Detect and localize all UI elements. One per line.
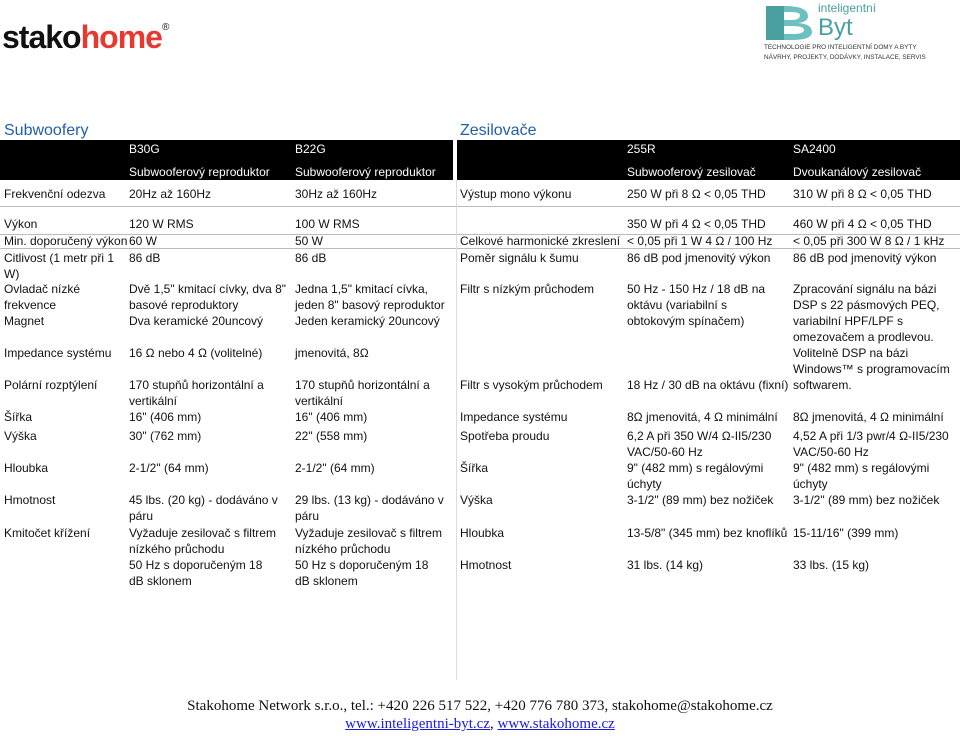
logo-line-inteligentni: inteligentní xyxy=(818,1,877,15)
spec-label: Citlivost (1 metr při 1 W) xyxy=(4,251,115,281)
link-stakohome[interactable]: www.stakohome.cz xyxy=(497,716,615,732)
logo-registered-mark: ® xyxy=(161,22,170,33)
spec-label: Šířka xyxy=(4,410,33,424)
spec-label: Celkové harmonické zkreslení xyxy=(460,234,621,248)
spec-value-b30g: Vyžaduje zesilovač s filtrem nízkého průchodu xyxy=(129,526,276,556)
spec-value-b22g: Jeden keramický 20uncový xyxy=(295,314,440,328)
spec-value-255r: 31 lbs. (14 kg) xyxy=(627,558,704,572)
spec-value-sa2400: Zpracování signálu na bázi DSP s 22 pásmových PEQ, variabilní HPF/LPF s omezovačem a prodlevou. Volitelně DSP na bázi Windows™ s programovacím softwarem. xyxy=(793,282,950,392)
spec-value-255r: < 0,05 při 1 W 4 Ω / 100 Hz xyxy=(627,234,773,248)
spec-value-255r: 13-5/8" (345 mm) bez knoflíků xyxy=(627,526,788,540)
spec-value-b30g: 20Hz až 160Hz xyxy=(129,187,212,201)
section-title-zesilovace: Zesilovače xyxy=(460,122,537,139)
spec-label: Hloubka xyxy=(460,526,505,540)
spec-value-b22g: 86 dB xyxy=(295,251,327,265)
spec-label: Výkon xyxy=(4,217,38,231)
logo-text-home: home xyxy=(80,19,162,55)
spec-label: Výška xyxy=(460,493,493,507)
header-model-b30g: B30G xyxy=(129,142,160,156)
header-type-b22g: Subwooferový reproduktor xyxy=(295,165,436,179)
spec-value-b22g: 170 stupňů horizontální a vertikální xyxy=(295,378,430,408)
spec-value-255r: 18 Hz / 30 dB na oktávu (fixní) xyxy=(627,378,789,392)
spec-label: Poměr signálu k šumu xyxy=(460,251,579,265)
spec-value-sa2400: < 0,05 při 300 W 8 Ω / 1 kHz xyxy=(793,234,945,248)
spec-value-b22g: Vyžaduje zesilovač s filtrem nízkého průchodu xyxy=(295,526,442,556)
header-model-sa2400: SA2400 xyxy=(793,142,836,156)
logo-tagline-1: TECHNOLOGIE PRO INTELIGENTNÍ DOMY A BYTY xyxy=(764,44,917,51)
spec-value-b22g: 50 W xyxy=(295,234,324,248)
spec-value-b22g: 2-1/2" (64 mm) xyxy=(295,461,375,475)
spec-label: Výstup mono výkonu xyxy=(460,187,572,201)
header-model-b22g: B22G xyxy=(295,142,326,156)
spec-value-255r: 9" (482 mm) s regálovými úchyty xyxy=(627,461,764,491)
spec-value-b22g: 16" (406 mm) xyxy=(295,410,368,424)
header-type-255r: Subwooferový zesilovač xyxy=(627,165,756,179)
spec-value-b30g: 16" (406 mm) xyxy=(129,410,202,424)
spec-value-b30g: 16 Ω nebo 4 Ω (volitelné) xyxy=(129,346,263,360)
spec-value-sa2400: 9" (482 mm) s regálovými úchyty xyxy=(793,461,930,491)
spec-label: Spotřeba proudu xyxy=(460,429,550,443)
spec-value-b30g: 60 W xyxy=(129,234,158,248)
spec-value-b30g: 170 stupňů horizontální a vertikální xyxy=(129,378,264,408)
spec-label: Kmitočet křížení xyxy=(4,526,91,540)
header-type-sa2400: Dvoukanálový zesilovač xyxy=(793,165,922,179)
spec-label: Impedance systému xyxy=(4,346,112,360)
spec-value-sa2400: 8Ω jmenovitá, 4 Ω minimální xyxy=(793,410,944,424)
spec-label: Filtr s nízkým průchodem xyxy=(460,282,595,296)
spec-label: Hmotnost xyxy=(460,558,512,572)
spec-label: Ovladač nízké frekvence xyxy=(4,282,81,312)
header-type-b30g: Subwooferový reproduktor xyxy=(129,165,270,179)
spec-label: Magnet xyxy=(4,314,45,328)
spec-value-b30g: 50 Hz s doporučeným 18 dB sklonem xyxy=(129,558,263,588)
spec-value-sa2400: 15-11/16" (399 mm) xyxy=(793,526,899,540)
spec-value-255r: 3-1/2" (89 mm) bez nožiček xyxy=(627,493,774,507)
header-model-255r: 255R xyxy=(627,142,656,156)
spec-value-b22g: 100 W RMS xyxy=(295,217,360,231)
spec-label: Frekvenční odezva xyxy=(4,187,106,201)
spec-label: Polární rozptýlení xyxy=(4,378,98,392)
link-inteligentni-byt[interactable]: www.inteligentni-byt.cz xyxy=(345,716,490,732)
spec-value-255r: 86 dB pod jmenovitý výkon xyxy=(627,251,771,265)
spec-value-b22g: 30Hz až 160Hz xyxy=(295,187,378,201)
spec-value-b22g: Jedna 1,5" kmitací cívka, jeden 8" basový reproduktor xyxy=(295,282,445,312)
spec-value-sa2400: 3-1/2" (89 mm) bez nožiček xyxy=(793,493,940,507)
spec-value-255r: 6,2 A při 350 W/4 Ω-II5/230 VAC/50-60 Hz xyxy=(627,429,772,459)
spec-value-255r: 350 W při 4 Ω < 0,05 THD xyxy=(627,217,766,231)
spec-value-b30g: 120 W RMS xyxy=(129,217,194,231)
spec-value-sa2400: 4,52 A při 1/3 pwr/4 Ω-II5/230 VAC/50-60 Hz xyxy=(793,429,949,459)
footer-links: www.inteligentni-byt.cz, www.stakohome.cz xyxy=(345,716,615,732)
spec-value-b30g: Dvě 1,5" kmitací cívky, dva 8" basové reproduktory xyxy=(129,282,287,312)
spec-value-sa2400: 310 W při 8 Ω < 0,05 THD xyxy=(793,187,932,201)
byt-logo-mark-icon xyxy=(762,0,818,42)
logo-text-stako: stako xyxy=(2,19,81,55)
spec-value-b22g: 29 lbs. (13 kg) - dodáváno v páru xyxy=(295,493,444,523)
spec-label: Filtr s vysokým průchodem xyxy=(460,378,603,392)
spec-value-b30g: 2-1/2" (64 mm) xyxy=(129,461,209,475)
column-separator xyxy=(456,180,457,680)
spec-label: Výška xyxy=(4,429,37,443)
spec-value-b30g: Dva keramické 20uncový xyxy=(129,314,264,328)
footer-contact: Stakohome Network s.r.o., tel.: +420 226 517 522, +420 776 780 373, stakohome@stakohome.cz xyxy=(187,698,773,714)
spec-value-b30g: 86 dB xyxy=(129,251,161,265)
spec-label: Hmotnost xyxy=(4,493,56,507)
spec-value-sa2400: 33 lbs. (15 kg) xyxy=(793,558,870,572)
spec-value-255r: 250 W při 8 Ω < 0,05 THD xyxy=(627,187,766,201)
spec-value-sa2400: 86 dB pod jmenovitý výkon xyxy=(793,251,937,265)
spec-value-255r: 50 Hz - 150 Hz / 18 dB na oktávu (variabilní s obtokovým spínačem) xyxy=(627,282,766,328)
section-title-subwoofery: Subwoofery xyxy=(4,122,89,139)
stakohome-logo xyxy=(2,19,170,55)
inteligentni-byt-logo xyxy=(762,0,960,70)
spec-value-b30g: 30" (762 mm) xyxy=(129,429,202,443)
spec-value-b22g: jmenovitá, 8Ω xyxy=(295,346,369,360)
spec-label: Min. doporučený výkon xyxy=(4,234,128,248)
spec-value-b22g: 50 Hz s doporučeným 18 dB sklonem xyxy=(295,558,429,588)
spec-value-255r: 8Ω jmenovitá, 4 Ω minimální xyxy=(627,410,778,424)
spec-value-b22g: 22" (558 mm) xyxy=(295,429,368,443)
spec-value-sa2400: 460 W při 4 Ω < 0,05 THD xyxy=(793,217,932,231)
logo-line-byt: Byt xyxy=(818,14,853,41)
spec-label: Šířka xyxy=(460,461,489,475)
logo-tagline-2: NÁVRHY, PROJEKTY, DODÁVKY, INSTALACE, SERVIS xyxy=(764,54,926,61)
row-separator xyxy=(0,206,960,207)
spec-label: Hloubka xyxy=(4,461,49,475)
spec-value-b30g: 45 lbs. (20 kg) - dodáváno v páru xyxy=(129,493,278,523)
spec-label: Impedance systému xyxy=(460,410,568,424)
